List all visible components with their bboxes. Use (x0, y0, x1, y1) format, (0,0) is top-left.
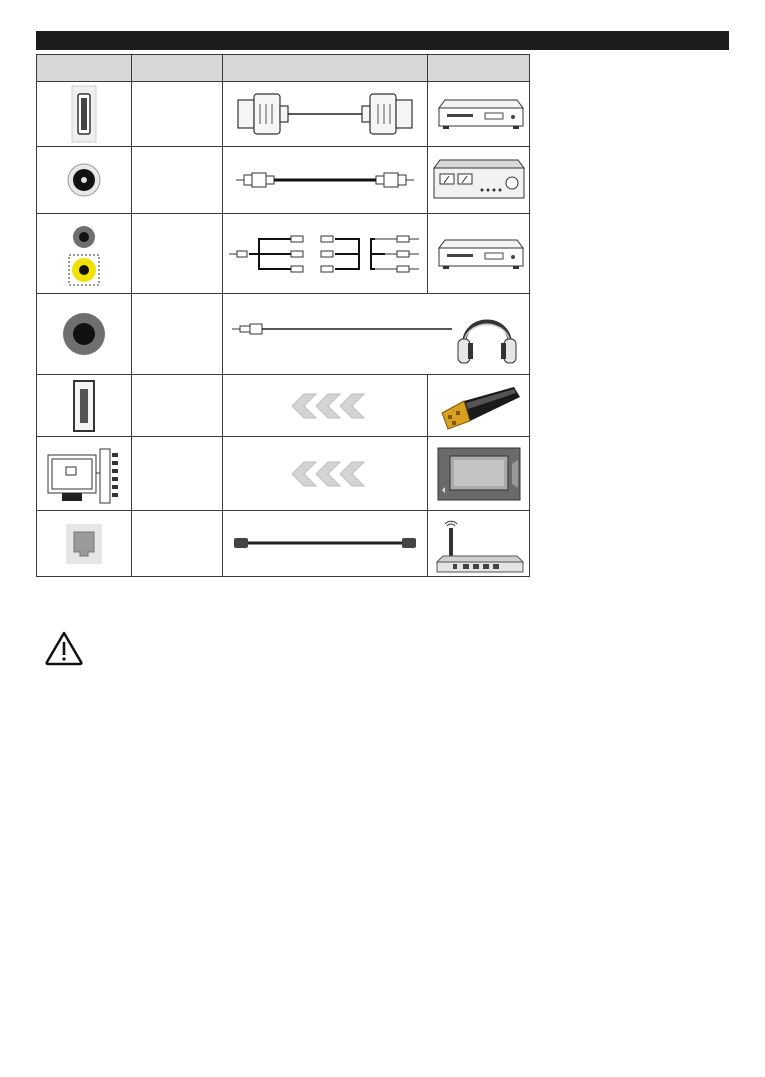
table-row (37, 511, 530, 577)
device-cell (428, 375, 530, 437)
port-cell (37, 214, 132, 294)
router-icon (433, 514, 525, 574)
av-input-port-icon (66, 221, 102, 287)
header-bar (36, 31, 729, 50)
connections-table (36, 54, 530, 577)
port-cell (37, 437, 132, 511)
cable-device-cell (223, 294, 530, 375)
insert-arrows-icon (280, 459, 370, 489)
port-cell (37, 147, 132, 214)
device-cell (428, 437, 530, 511)
av-adapter-cable-icon (225, 231, 425, 277)
connection-type-cell (132, 147, 223, 214)
cable-cell (223, 214, 428, 294)
column-header-connector (37, 55, 132, 82)
port-cell (37, 294, 132, 375)
headphone-jack-icon (59, 309, 109, 359)
table-row (37, 214, 530, 294)
table-row (37, 147, 530, 214)
lan-cable-icon (228, 534, 422, 554)
warning-triangle-icon (44, 630, 84, 666)
dvd-player-icon (433, 234, 525, 274)
ethernet-port-icon (64, 522, 104, 566)
connection-type-cell (132, 294, 223, 375)
device-cell (428, 214, 530, 294)
column-header-type (132, 55, 223, 82)
hdmi-cable-icon (230, 88, 420, 140)
table-row (37, 437, 530, 511)
coaxial-cable-icon (230, 165, 420, 195)
column-header-device (428, 55, 530, 82)
port-cell (37, 375, 132, 437)
connection-type-cell (132, 437, 223, 511)
cable-cell (223, 147, 428, 214)
column-header-cables (223, 55, 428, 82)
headphone-cable-icon (226, 299, 526, 369)
cable-cell (223, 82, 428, 147)
cam-module-icon (436, 446, 522, 502)
connection-type-cell (132, 82, 223, 147)
audio-amplifier-icon (432, 156, 526, 204)
headphones-icon (458, 322, 516, 364)
coaxial-spdif-port-icon (64, 160, 104, 200)
cable-cell (223, 437, 428, 511)
table-header-row (37, 55, 530, 82)
table-row (37, 375, 530, 437)
connection-type-cell (132, 511, 223, 577)
ci-slot-icon (44, 443, 124, 505)
usb-stick-icon (434, 381, 524, 431)
device-cell (428, 511, 530, 577)
table-row (37, 294, 530, 375)
connection-type-cell (132, 375, 223, 437)
cable-cell (223, 511, 428, 577)
device-cell (428, 147, 530, 214)
device-cell (428, 82, 530, 147)
port-cell (37, 82, 132, 147)
table-row (37, 82, 530, 147)
cable-cell (223, 375, 428, 437)
port-cell (37, 511, 132, 577)
dvd-player-icon (433, 94, 525, 134)
connection-type-cell (132, 214, 223, 294)
usb-port-icon (71, 379, 97, 433)
insert-arrows-icon (280, 391, 370, 421)
hdmi-port-icon (71, 85, 97, 143)
